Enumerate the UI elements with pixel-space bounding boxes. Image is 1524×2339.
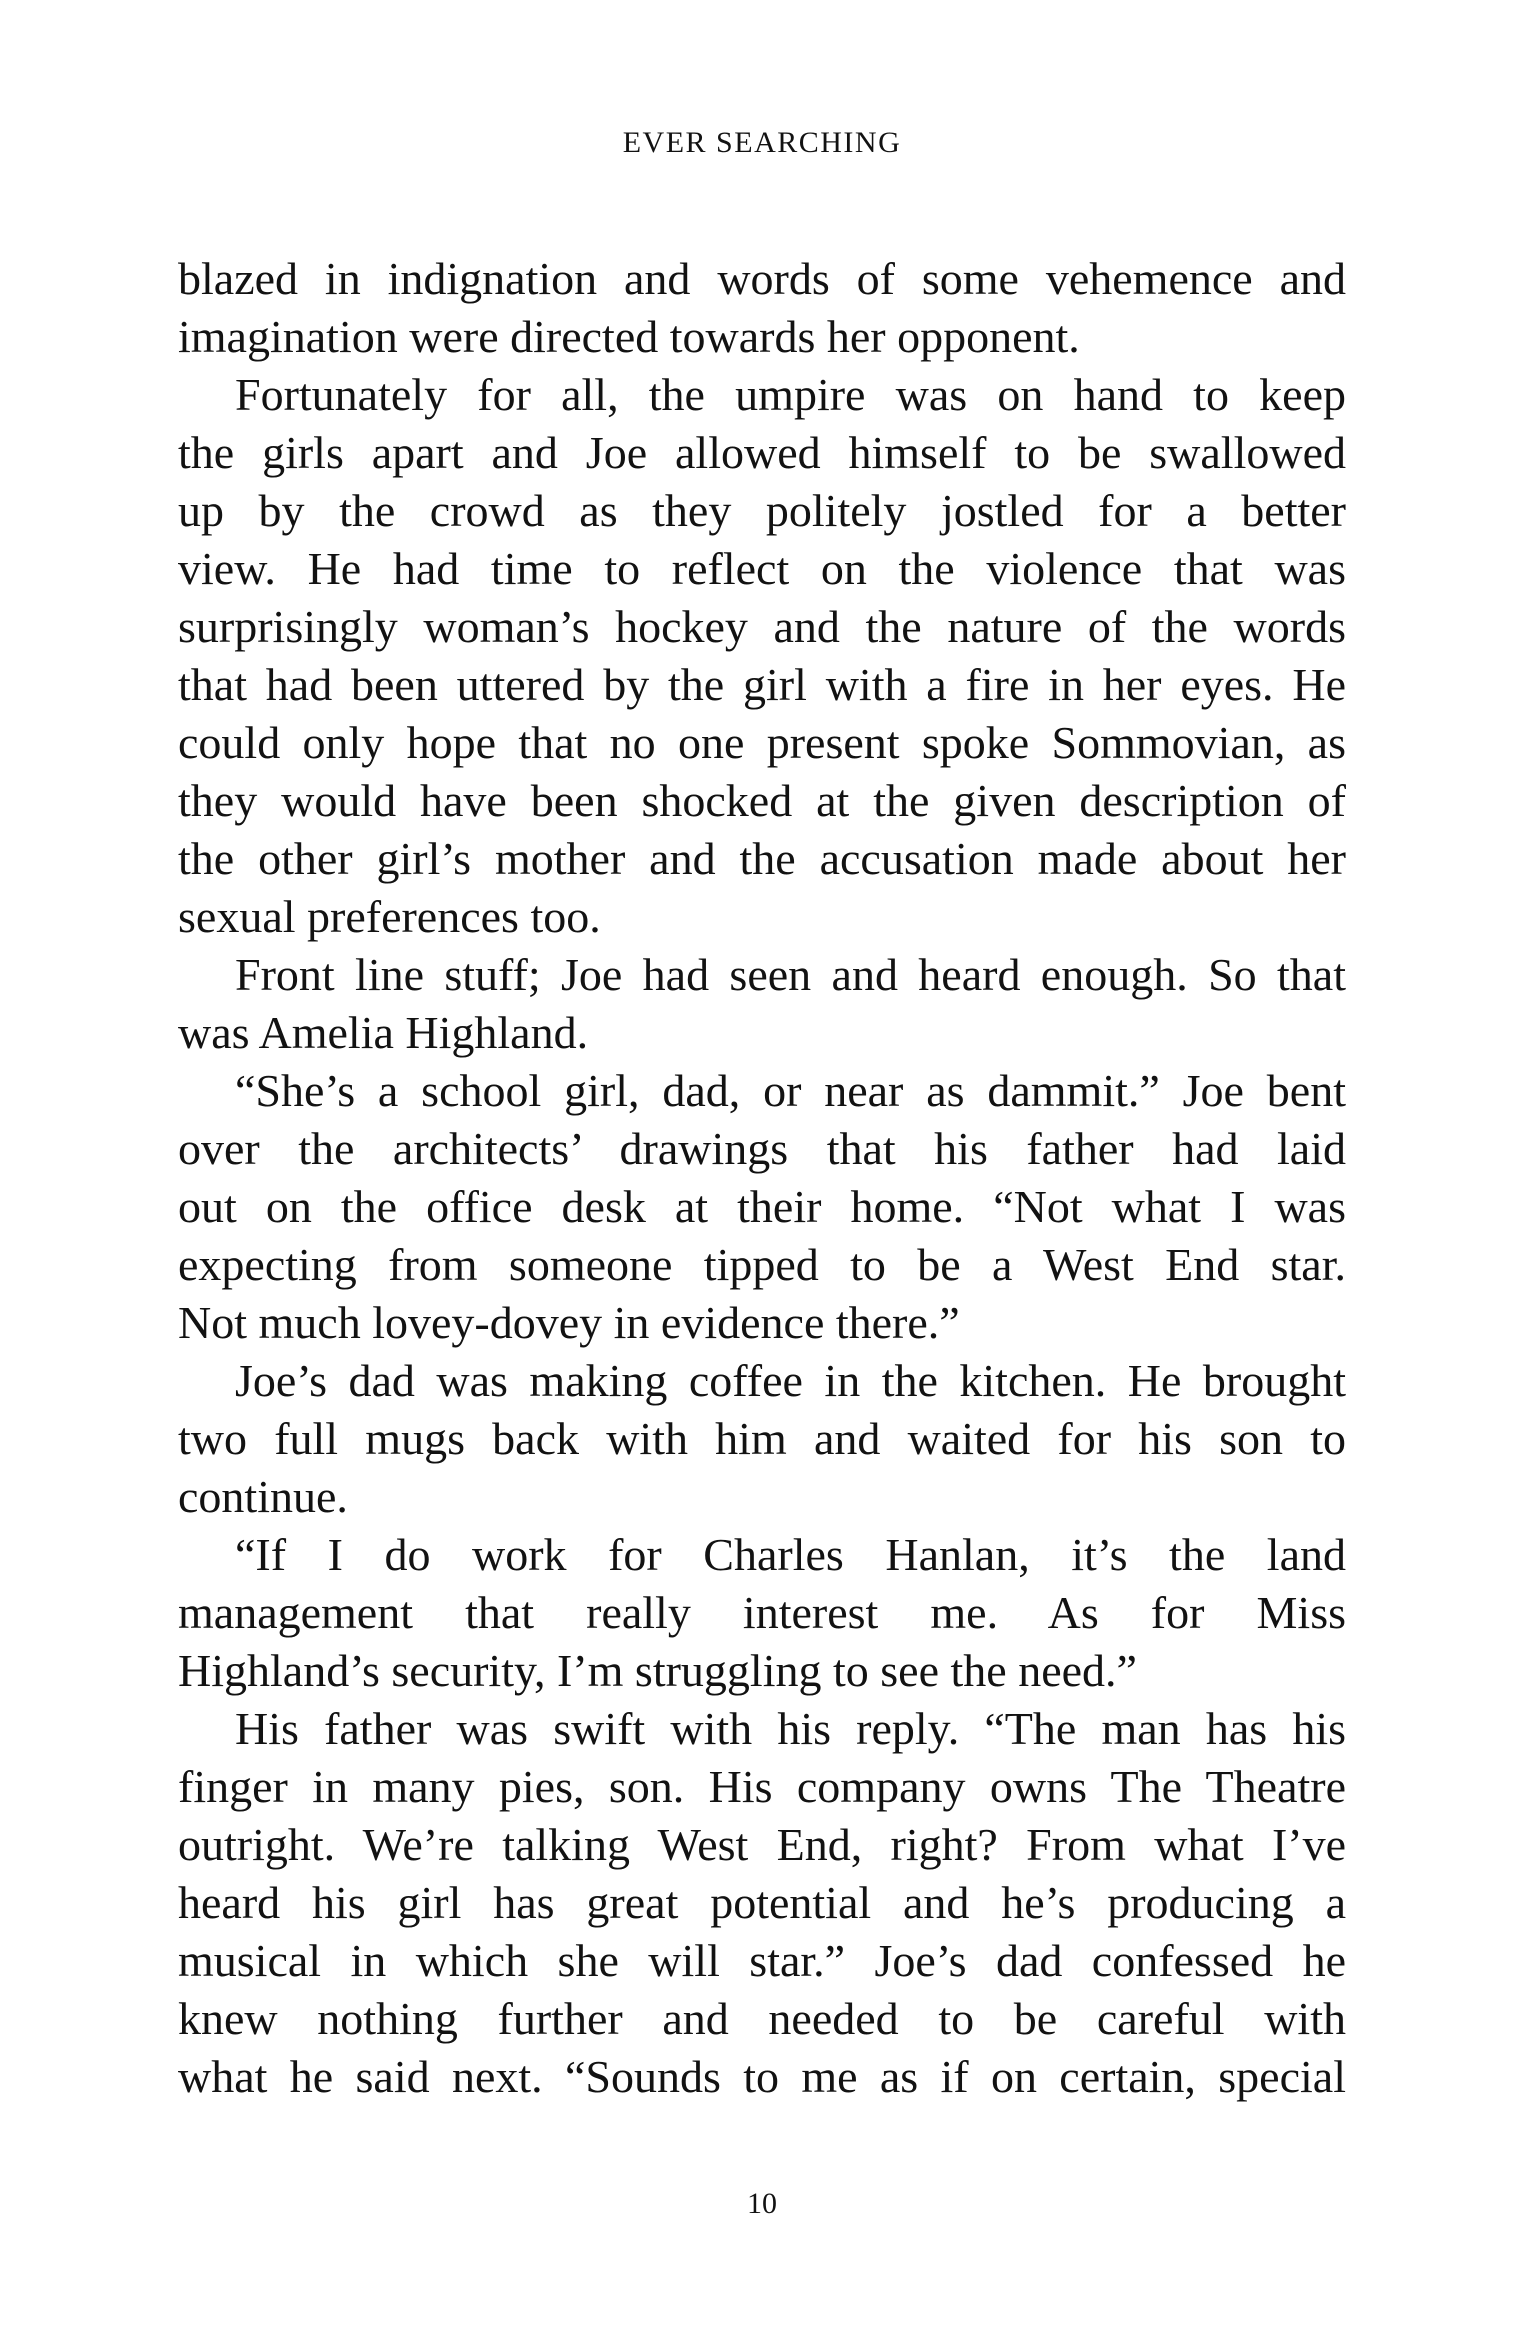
- text-line: Joe’s dad was making coffee in the kitchen. He brought: [235, 1355, 1346, 1406]
- paragraph: [178, 366, 1346, 946]
- page-number: 10: [747, 2187, 777, 2220]
- text-line: view. He had time to reflect on the violence that was: [178, 543, 1346, 594]
- text-line: expecting from someone tipped to be a West End star.: [178, 1239, 1346, 1290]
- paragraph: [178, 1526, 1346, 1700]
- text-line: out on the office desk at their home. “Not what I was: [178, 1181, 1346, 1232]
- text-line: “She’s a school girl, dad, or near as dammit.” Joe bent: [235, 1065, 1346, 1116]
- text-line: over the architects’ drawings that his father had laid: [178, 1123, 1346, 1174]
- body-text: [178, 250, 1346, 2106]
- text-line: Fortunately for all, the umpire was on hand to keep: [235, 369, 1346, 420]
- text-line: surprisingly woman’s hockey and the nature of the words: [178, 601, 1346, 652]
- text-line: heard his girl has great potential and he’s producing a: [178, 1877, 1346, 1928]
- text-line: outright. We’re talking West End, right? From what I’ve: [178, 1819, 1346, 1870]
- text-line: finger in many pies, son. His company owns The Theatre: [178, 1761, 1346, 1812]
- text-line: imagination were directed towards her opponent.: [178, 311, 1080, 362]
- text-line: Front line stuff; Joe had seen and heard enough. So that: [235, 949, 1346, 1000]
- paragraph: [178, 946, 1346, 1062]
- paragraph: [178, 1700, 1346, 2106]
- paragraph: [178, 1352, 1346, 1526]
- text-line: blazed in indignation and words of some vehemence and: [178, 253, 1346, 304]
- text-line: His father was swift with his reply. “The man has his: [235, 1703, 1346, 1754]
- text-line: musical in which she will star.” Joe’s dad confessed he: [178, 1935, 1346, 1986]
- text-line: what he said next. “Sounds to me as if on certain, special: [178, 2051, 1346, 2102]
- text-line: continue.: [178, 1471, 348, 1522]
- paragraph: [178, 250, 1346, 366]
- text-line: management that really interest me. As for Miss: [178, 1587, 1346, 1638]
- text-line: up by the crowd as they politely jostled for a better: [178, 485, 1346, 536]
- text-line: sexual preferences too.: [178, 891, 601, 942]
- text-line: Not much lovey-dovey in evidence there.”: [178, 1297, 960, 1348]
- text-line: that had been uttered by the girl with a fire in her eyes. He: [178, 659, 1346, 710]
- text-line: the other girl’s mother and the accusation made about her: [178, 833, 1346, 884]
- text-line: knew nothing further and needed to be careful with: [178, 1993, 1346, 2044]
- text-line: Highland’s security, I’m struggling to see the need.”: [178, 1645, 1137, 1696]
- text-line: “If I do work for Charles Hanlan, it’s the land: [235, 1529, 1346, 1580]
- text-line: the girls apart and Joe allowed himself to be swallowed: [178, 427, 1346, 478]
- paragraph: [178, 1062, 1346, 1352]
- text-line: two full mugs back with him and waited for his son to: [178, 1413, 1346, 1464]
- text-line: could only hope that no one present spoke Sommovian, as: [178, 717, 1346, 768]
- running-header: EVER SEARCHING: [622, 126, 902, 159]
- text-line: was Amelia Highland.: [178, 1007, 589, 1058]
- text-line: they would have been shocked at the given description of: [178, 775, 1346, 826]
